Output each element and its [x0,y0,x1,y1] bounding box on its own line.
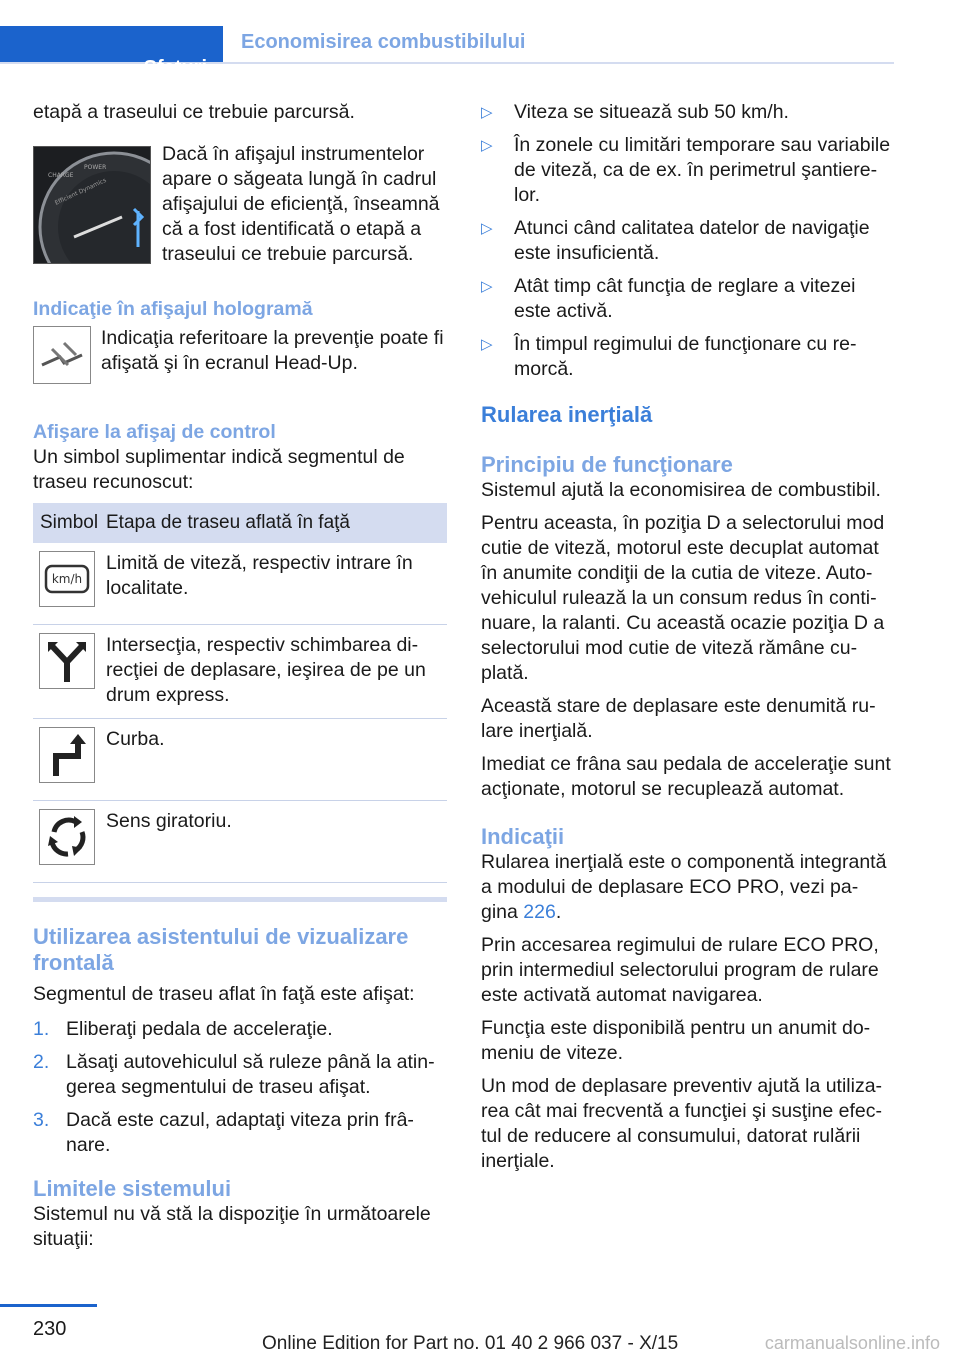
footer-rule [0,1304,97,1307]
list-item [33,1108,449,1158]
bullet-triangle-icon: ▷ [481,220,493,237]
paragraph: Prin accesarea regimului de rulare ECO PRO, prin intermediul selectorului program de rulare este activată automat navigarea. [481,934,879,1006]
paragraph: Sistemul ajută la economisirea de combustibil. [481,479,881,501]
table-header-symbol: Simbol [33,503,99,543]
header-section-tab[interactable] [0,26,223,79]
watermark-text: carmanualsonline.info [764,1333,940,1353]
control-text: Un simbol suplimentar indică segmentul de traseu recunoscut: [33,446,405,493]
paragraph: Pentru aceasta, în poziţia D a selectorului mod cutie de viteză, motorul este decuplat automat în anumite condiţii de la cutia de viteze. Auto-vehiculul rulează la un consum redus în conti-nuare, la ralanti. Cu această ocazie poziţia D a selectorului mod cutie de viteză rămâne cu-plată. [481,512,885,684]
intro-text: etapă a traseului ce trebuie parcursă. [33,101,355,123]
table-cell-symbol [33,543,99,625]
limits-text: Sistemul nu vă stă la dispoziţie în următoarele situaţii: [33,1203,431,1250]
bullet-text: În zonele cu limitări temporare sau variabile de viteză, ca de ex. în perimetrul şantiere-lor. [514,134,891,206]
table-cell-symbol [33,719,99,801]
bullet-triangle-icon: ▷ [481,137,493,154]
bullet-text: Atât timp cât funcţia de reglare a vitezei este activă. [514,275,856,322]
table-cell-symbol [33,625,99,719]
intersection-icon [39,633,95,689]
bullet-text: Atunci când calitatea datelor de navigaţie este insuficientă. [514,217,870,264]
table-cell-text: Limită de viteză, respectiv intrare în localitate. [99,543,447,625]
step-text: Lăsaţi autovehiculul să ruleze până la atin-gerea segmentului de traseu afişat. [66,1051,435,1098]
table-cell-symbol [33,801,99,883]
bullet-triangle-icon: ▷ [481,336,493,353]
table-row [33,801,447,883]
paragraph [481,850,895,925]
table-row [33,625,447,719]
paragraph: Un mod de deplasare preventiv ajută la utiliza-rea cât mai frecventă a funcţiei şi susţine efec-tul de reducere al consumului, datorat rulării inerţiale. [481,1075,883,1172]
curve-icon [39,727,95,783]
page-number: 230 [33,1318,67,1340]
notes-heading: Indicaţii [481,824,565,849]
list-item [481,332,895,382]
roundabout-icon [39,809,95,865]
holo-figure [33,326,449,384]
table-cell-text: Intersecţia, respectiv schimbarea di-recţiei de deplasare, ieşirea de pe un drum express. [99,625,447,719]
efficiency-gauge-icon [33,146,151,264]
header-title: Economisirea combustibilului [241,31,526,53]
hud-warning-icon [33,326,91,384]
list-item [481,274,895,324]
gauge-label-efficiency: Efficient Dynamics [53,176,108,207]
bullet-text: Viteza se situează sub 50 km/h. [514,101,789,123]
paragraph: Funcţia este disponibilă pentru un anumit do-meniu de viteze. [481,1017,871,1064]
table-cell-text: Curba. [99,719,447,801]
step-number: 1. [33,1018,50,1040]
principle-heading: Principiu de funcţionare [481,452,733,477]
coast-heading: Rularea inerţială [481,402,653,427]
step-text: Dacă este cazul, adaptaţi viteza prin frâ-nare. [66,1109,414,1156]
holo-heading: Indicaţie în afişajul hologramă [33,298,313,320]
assist-text: Segmentul de traseu aflat în faţă este afişat: [33,983,415,1005]
header-section: Sfaturi [143,57,207,79]
left-column [33,100,449,1252]
table-header-segment: Etapa de traseu aflată în faţă [99,503,447,543]
table-header-row [33,503,447,543]
step-number: 3. [33,1109,50,1131]
table-cell-text: Sens giratoriu. [99,801,447,883]
right-column [481,100,895,1174]
paragraph-text: Rularea inerţială este o componentă integrantă a modului de deplasare ECO PRO, vezi pa-gina [481,851,887,923]
gauge-label-charge: CHARGE [48,172,74,179]
bullet-triangle-icon: ▷ [481,104,493,121]
assist-heading: Utilizarea asistentului de vizualizare frontală [33,924,409,975]
speed-limit-icon [39,551,95,607]
list-item [33,1017,449,1042]
holo-text: Indicaţia referitoare la prevenţie poate fi afişată şi în ecranul Head-Up. [101,327,444,374]
table-end-rule [33,897,447,902]
paragraph: Imediat ce frâna sau pedala de acceleraţie sunt acţionate, motorul se recuplează automat. [481,753,891,800]
symbol-table [33,503,447,883]
bullet-triangle-icon: ▷ [481,278,493,295]
gauge-label-power: POWER [84,164,107,171]
table-row [33,719,447,801]
paragraph: Această stare de deplasare este denumită ru-lare inerţială. [481,695,876,742]
table-row [33,543,447,625]
bullet-text: În timpul regimului de funcţionare cu re-morcă. [514,333,857,380]
page-header [0,0,894,79]
limits-list [481,100,895,382]
speed-limit-label: km/h [51,572,83,586]
limits-heading: Limitele sistemului [33,1176,232,1201]
list-item [481,100,895,125]
list-item [481,216,895,266]
step-text: Eliberaţi pedala de acceleraţie. [66,1018,333,1040]
paragraph-text: . [555,901,562,923]
steps-list [33,1017,449,1158]
list-item [33,1050,449,1100]
gauge-figure [33,143,449,267]
step-number: 2. [33,1051,50,1073]
edition-text: Online Edition for Part no. 01 40 2 966 037 - X/15 [262,1333,679,1354]
control-heading: Afişare la afişaj de control [33,421,276,443]
page-link[interactable]: 226 [523,901,556,923]
gauge-description: Dacă în afişajul instrumentelor apare o săgeata lungă în cadrul afişajului de eficienţă, înseamnă că a fost identificată o etapă a traseului ce trebuie parcursă. [162,143,440,265]
list-item [481,133,895,208]
